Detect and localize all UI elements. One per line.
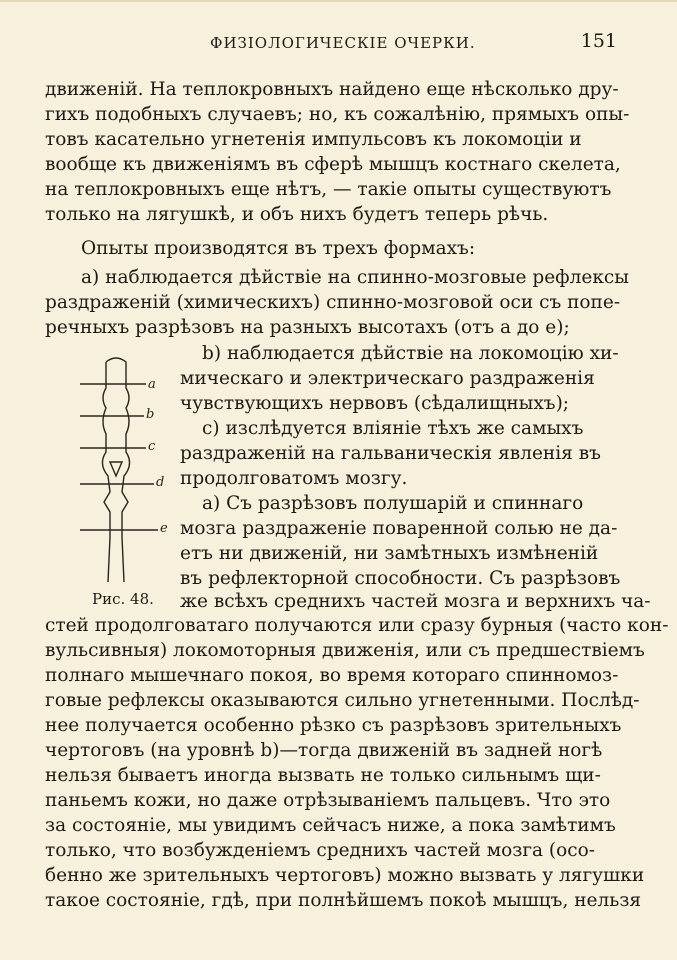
text-line: мическаго и электрическаго раздраженія: [180, 368, 595, 389]
top-edge: [0, 0, 677, 2]
paragraph-a: [45, 266, 629, 341]
figure-label-c: c: [148, 439, 156, 454]
text-line: въ рефлекторной способности. Съ разрѣзовъ: [180, 568, 621, 589]
text-line: мозга раздраженіе поваренной солью не да-: [180, 518, 618, 539]
side-text: [180, 342, 626, 592]
text-line: чувствующихъ нервовъ (сѣдалищныхъ);: [180, 393, 570, 414]
brain-outline: [102, 358, 129, 582]
text-line: гихъ подобныхъ случаевъ; но, къ сожалѣнію, прямыхъ опы-: [45, 104, 630, 125]
text-line: нее получается особенно рѣзко съ разрѣзовъ зрительныхъ: [45, 715, 622, 736]
page-number: 151: [580, 30, 617, 52]
paragraph-1: [45, 78, 630, 228]
ventricle-mark: [110, 462, 122, 476]
text-line: стей продолговатаго получаются или сразу бурныя (часто кон-: [45, 615, 669, 636]
figure-label-a: a: [148, 377, 156, 392]
paragraph-end: [45, 614, 669, 914]
text-line: движеній. На теплокровныхъ найдено еще нѣсколько дру-: [45, 79, 619, 100]
text-line: за состояніе, мы увидимъ сейчасъ ниже, а пока замѣтимъ: [45, 815, 616, 836]
figure-label-b: b: [146, 407, 155, 422]
text-line: a) наблюдается дѣйствіе на спинно-мозговые рефлексы: [81, 267, 629, 288]
text-line: же всѣхъ среднихъ частей мозга и верхнихъ ча-: [180, 591, 651, 612]
text-line: b) наблюдается дѣйствіе на локомоцію хи-: [202, 343, 619, 364]
text-line: товъ касательно угнетенія импульсовъ къ локомоціи и: [45, 129, 582, 150]
running-title: ФИЗІОЛОГИЧЕСКІЕ ОЧЕРКИ.: [210, 34, 476, 52]
text-line: чертоговъ (на уровнѣ b)—тогда движеній въ задней ногѣ: [45, 740, 603, 761]
text-line: нельзя бываетъ иногда вызвать не только сильнымъ щи-: [45, 765, 601, 786]
figure-label-e: e: [160, 521, 168, 536]
paragraph-2: [45, 237, 625, 262]
text-line: c) изслѣдуется вліяніе тѣхъ же самыхъ: [202, 418, 584, 439]
text-line: вульсивныя) локомоторныя движенія, или съ предшествіемъ: [45, 640, 645, 661]
text-line: вообще къ движеніямъ въ сферѣ мышцъ костнаго скелета,: [45, 154, 621, 175]
caption-line: [180, 590, 651, 615]
text-line: раздраженій на гальваническія явленія въ: [180, 443, 601, 464]
text-line: бенно же зрительныхъ чертоговъ) можно вызвать у лягушки: [45, 865, 645, 886]
text-line: полнаго мышечнаго покоя, во время котораго спинномоз-: [45, 665, 619, 686]
text-line: a) Съ разрѣзовъ полушарій и спиннаго: [202, 493, 584, 514]
text-line: говые рефлексы оказываются сильно угнетенными. Послѣд-: [45, 690, 640, 711]
text-line: продолговатомъ мозгу.: [180, 468, 408, 489]
text-line: етъ ни движеній, ни замѣтныхъ измѣненій: [180, 543, 599, 564]
figure-label-d: d: [156, 475, 165, 490]
figure-caption: Рис. 48.: [92, 590, 154, 608]
text-line: паньемъ кожи, но даже отрѣзываніемъ пальцевъ. Что это: [45, 790, 611, 811]
text-line: Опыты производятся въ трехъ формахъ:: [81, 238, 476, 259]
text-line: речныхъ разрѣзовъ на разныхъ высотахъ (отъ a до e);: [45, 317, 570, 338]
running-header: [70, 30, 625, 56]
text-line: раздраженій (химическихъ) спинно-мозговой оси съ попе-: [45, 292, 621, 313]
text-line: такое состояніе, гдѣ, при полнѣйшемъ покоѣ мышцъ, нельзя: [45, 890, 642, 911]
text-line: на теплокровныхъ еще нѣтъ, — такіе опыты существуютъ: [45, 179, 612, 200]
text-line: только на лягушкѣ, и объ нихъ будетъ теперь рѣчь.: [45, 204, 549, 225]
frog-brain-figure: [78, 352, 180, 602]
text-line: только, что возбужденіемъ среднихъ частей мозга (осо-: [45, 840, 596, 861]
